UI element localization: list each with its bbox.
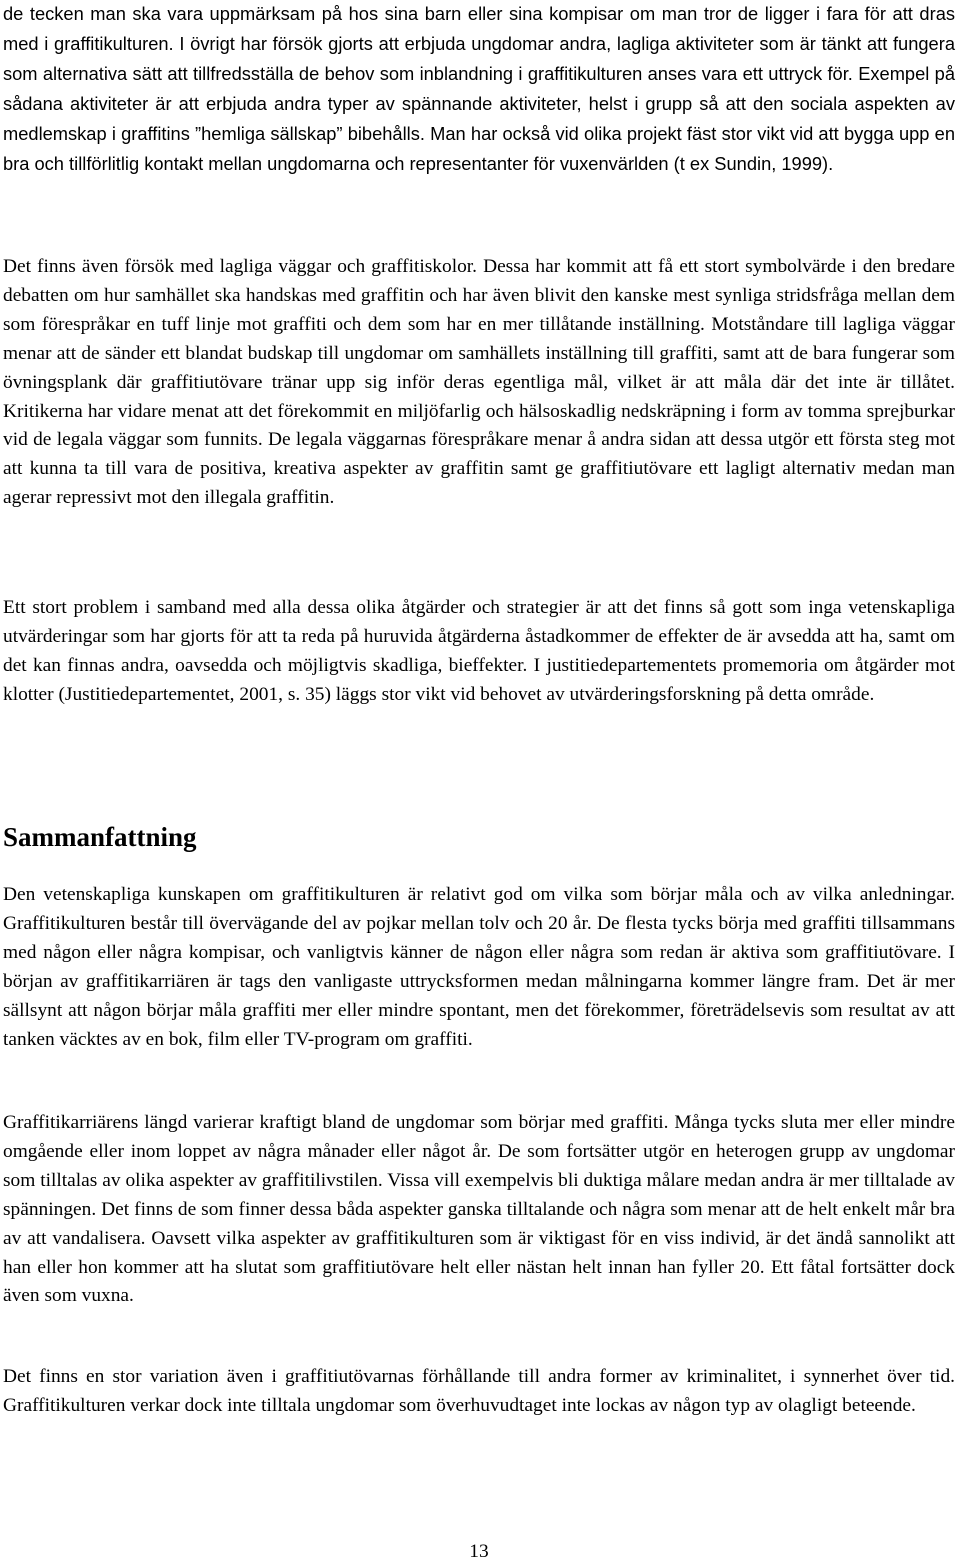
page-number: 13 <box>469 1541 489 1562</box>
paragraph-text: Det finns en stor variation även i graffitiutövarnas förhållande till andra former av kriminalitet, i synnerhet över tid. Graffitikulturen verkar dock inte tilltala ungdomar som överhuvudtaget inte lockas av någon typ av olagligt beteende. <box>3 1366 955 1416</box>
paragraph-text: Det finns även försök med lagliga väggar och graffitiskolor. Dessa har kommit att få ett stort symbolvärde i den bredare debatten om hur samhället ska handskas med graffitin och har även blivit den kanske mest synliga stridsfråga mellan dem som förespråkar en tuff linje mot graffiti och dem som har en mer tillåtande inställning. Motståndare till lagliga väggar menar att de sänder ett blandat budskap till ungdomar om samhällets inställning till graffiti, samt att de bara fungerar som övningsplank där graffitiutövare tränar upp sig inför deras egentliga mål, vilket är att måla där det inte är tillåtet. Kritikerna har vidare menat att det förekommit en miljöfarlig och hälsoskadlig nedskräpning i form av tomma sprejburkar vid de legala väggar som funnits. De legala väggarnas förespråkare menar å andra sidan att dessa utgör ett första steg mot att kunna ta till vara de positiva, kreativa aspekter av graffitin samt ge graffitiutövare ett lagligt alternativ medan man agerar repressivt mot den illegala graffitin. <box>3 256 955 509</box>
paragraph-text-sans-part: de tecken man ska vara uppmärksam på hos sina barn eller sina kompisar om man tror de ligger i fara för att dras med i graffitikulturen. I övrigt har försök gjorts att erbjuda ungdomar andra, lagliga aktiviteter som är tänkt att fungera som alternativa sätt att tillfredsställa de behov som inblandning i graffitikulturen anses vara ett uttryck för. <box>3 3 955 84</box>
paragraph-text-sans-part-3: Man har också vid olika projekt fäst stor vikt vid att bygga upp en bra och tillförlitlig kontakt mellan ungdomarna och representanter för vuxenvärlden (t ex Sundin, 1999). <box>3 122 955 174</box>
paragraph-text: Graffitikarriärens längd varierar kraftigt bland de ungdomar som börjar med graffiti. Många tycks sluta mer eller mindre omgående eller inom loppet av några månader eller något år. De som fortsätter utgör en heterogen grupp av ungdomar som tilltalas av olika aspekter av graffitilivstilen. Vissa vill exempelvis bli duktiga målare medan andra är mer tilltalade av spänningen. Det finns de som finner dessa båda aspekter ganska tilltalande och några som menar att de helt enkelt mår bra av att vandalisera. Oavsett vilka aspekter av graffitikulturen som är viktigast för en viss individ, är det ändå sannolikt att han eller hon kommer att ha slutat som graffitiutövare helt eller nästan helt innan han fyller 20. Ett fåtal fortsätter dock även som vuxna. <box>3 1112 955 1307</box>
paragraph-text-sans-part-2: Exempel på sådana aktiviteter är att erbjuda andra typer av spännande aktiviteter, helst i grupp så att den sociala aspekten av medlemskap i graffitins ”hemliga sällskap” bibehålls. <box>3 62 955 144</box>
paragraph-alternative-activities <box>3 0 955 179</box>
paragraph-summary-start <box>3 881 955 1054</box>
paragraph-criminality <box>3 1363 955 1421</box>
paragraph-legal-walls <box>3 253 955 513</box>
paragraph-text: Ett stort problem i samband med alla dessa olika åtgärder och strategier är att det finns så gott som inga vetenskapliga utvärderingar som har gjorts för att ta reda på huruvida åtgärderna åstadkommer de effekter de är avsedda att ha, samt om det kan finnas andra, oavsedda och möjligtvis skadliga, bieffekter. I justitiedepartementets promemoria om åtgärder mot klotter (Justitiedepartementet, 2001, s. 35) läggs stor vikt vid behovet av utvärderingsforskning på detta område. <box>3 597 955 705</box>
paragraph-career-length <box>3 1109 955 1311</box>
paragraph-evaluation-problem <box>3 594 955 710</box>
paragraph-text <box>3 0 955 179</box>
paragraph-text: Den vetenskapliga kunskapen om graffitikulturen är relativt god om vilka som börjar måla och av vilka anledningar. Graffitikulturen består till övervägande del av pojkar mellan tolv och 20 år. De flesta tycks börja med graffiti tillsammans med någon eller några kompisar, och vanligtvis känner de någon eller några som redan är aktiva som graffitiutövare. I början av graffitikarriären är tags den vanligaste uttrycksformen medan målningarna kommer längre fram. Det är mer sällsynt att någon börjar måla graffiti mer eller mindre spontant, men det förekommer, företrädelsevis som resultat av att tanken väcktes av en bok, film eller TV-program om graffiti. <box>3 884 955 1050</box>
section-heading: Sammanfattning <box>3 822 197 852</box>
